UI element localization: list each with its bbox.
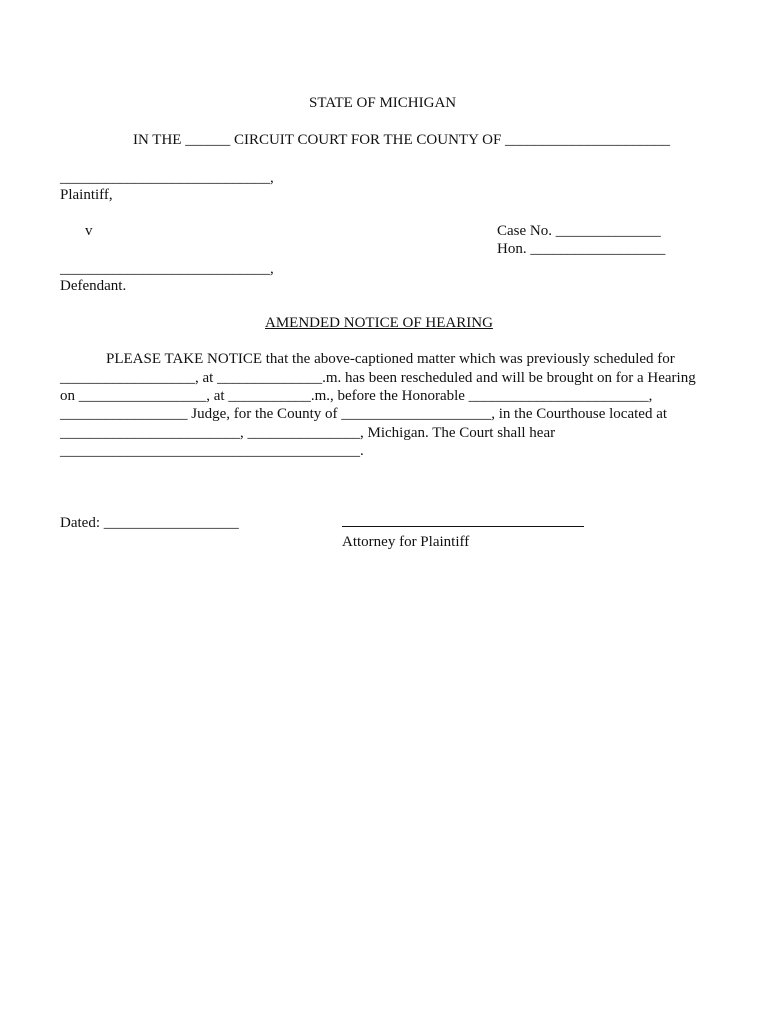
plaintiff-name-blank: ____________________________, <box>60 170 274 186</box>
defendant-label: Defendant. <box>60 278 127 294</box>
case-number-line: Case No. ______________ <box>497 223 661 239</box>
dated-line: Dated: __________________ <box>60 515 239 531</box>
judge-line: Hon. __________________ <box>497 241 666 257</box>
notice-line-2: __________________, at ______________.m. has been rescheduled and will be brought on for a Hearing <box>60 370 696 386</box>
attorney-signature-line <box>342 526 584 527</box>
notice-line-5: ________________________, _______________, Michigan. The Court shall hear <box>60 425 556 441</box>
court-county-line: IN THE ______ CIRCUIT COURT FOR THE COUNTY OF ______________________ <box>133 132 671 148</box>
attorney-label: Attorney for Plaintiff <box>342 534 470 550</box>
notice-line-4: _________________ Judge, for the County of ____________________, in the Courthouse located at <box>60 406 668 422</box>
versus-label: v <box>85 223 93 239</box>
notice-line-1: PLEASE TAKE NOTICE that the above-captioned matter which was previously scheduled for <box>106 351 675 367</box>
notice-title: AMENDED NOTICE OF HEARING <box>265 315 493 331</box>
state-heading: STATE OF MICHIGAN <box>309 95 457 111</box>
plaintiff-label: Plaintiff, <box>60 187 113 203</box>
notice-line-3: on _________________, at ___________.m., before the Honorable ________________________, <box>60 388 653 404</box>
defendant-name-blank: ____________________________, <box>60 261 274 277</box>
notice-line-6: ________________________________________. <box>60 443 364 459</box>
